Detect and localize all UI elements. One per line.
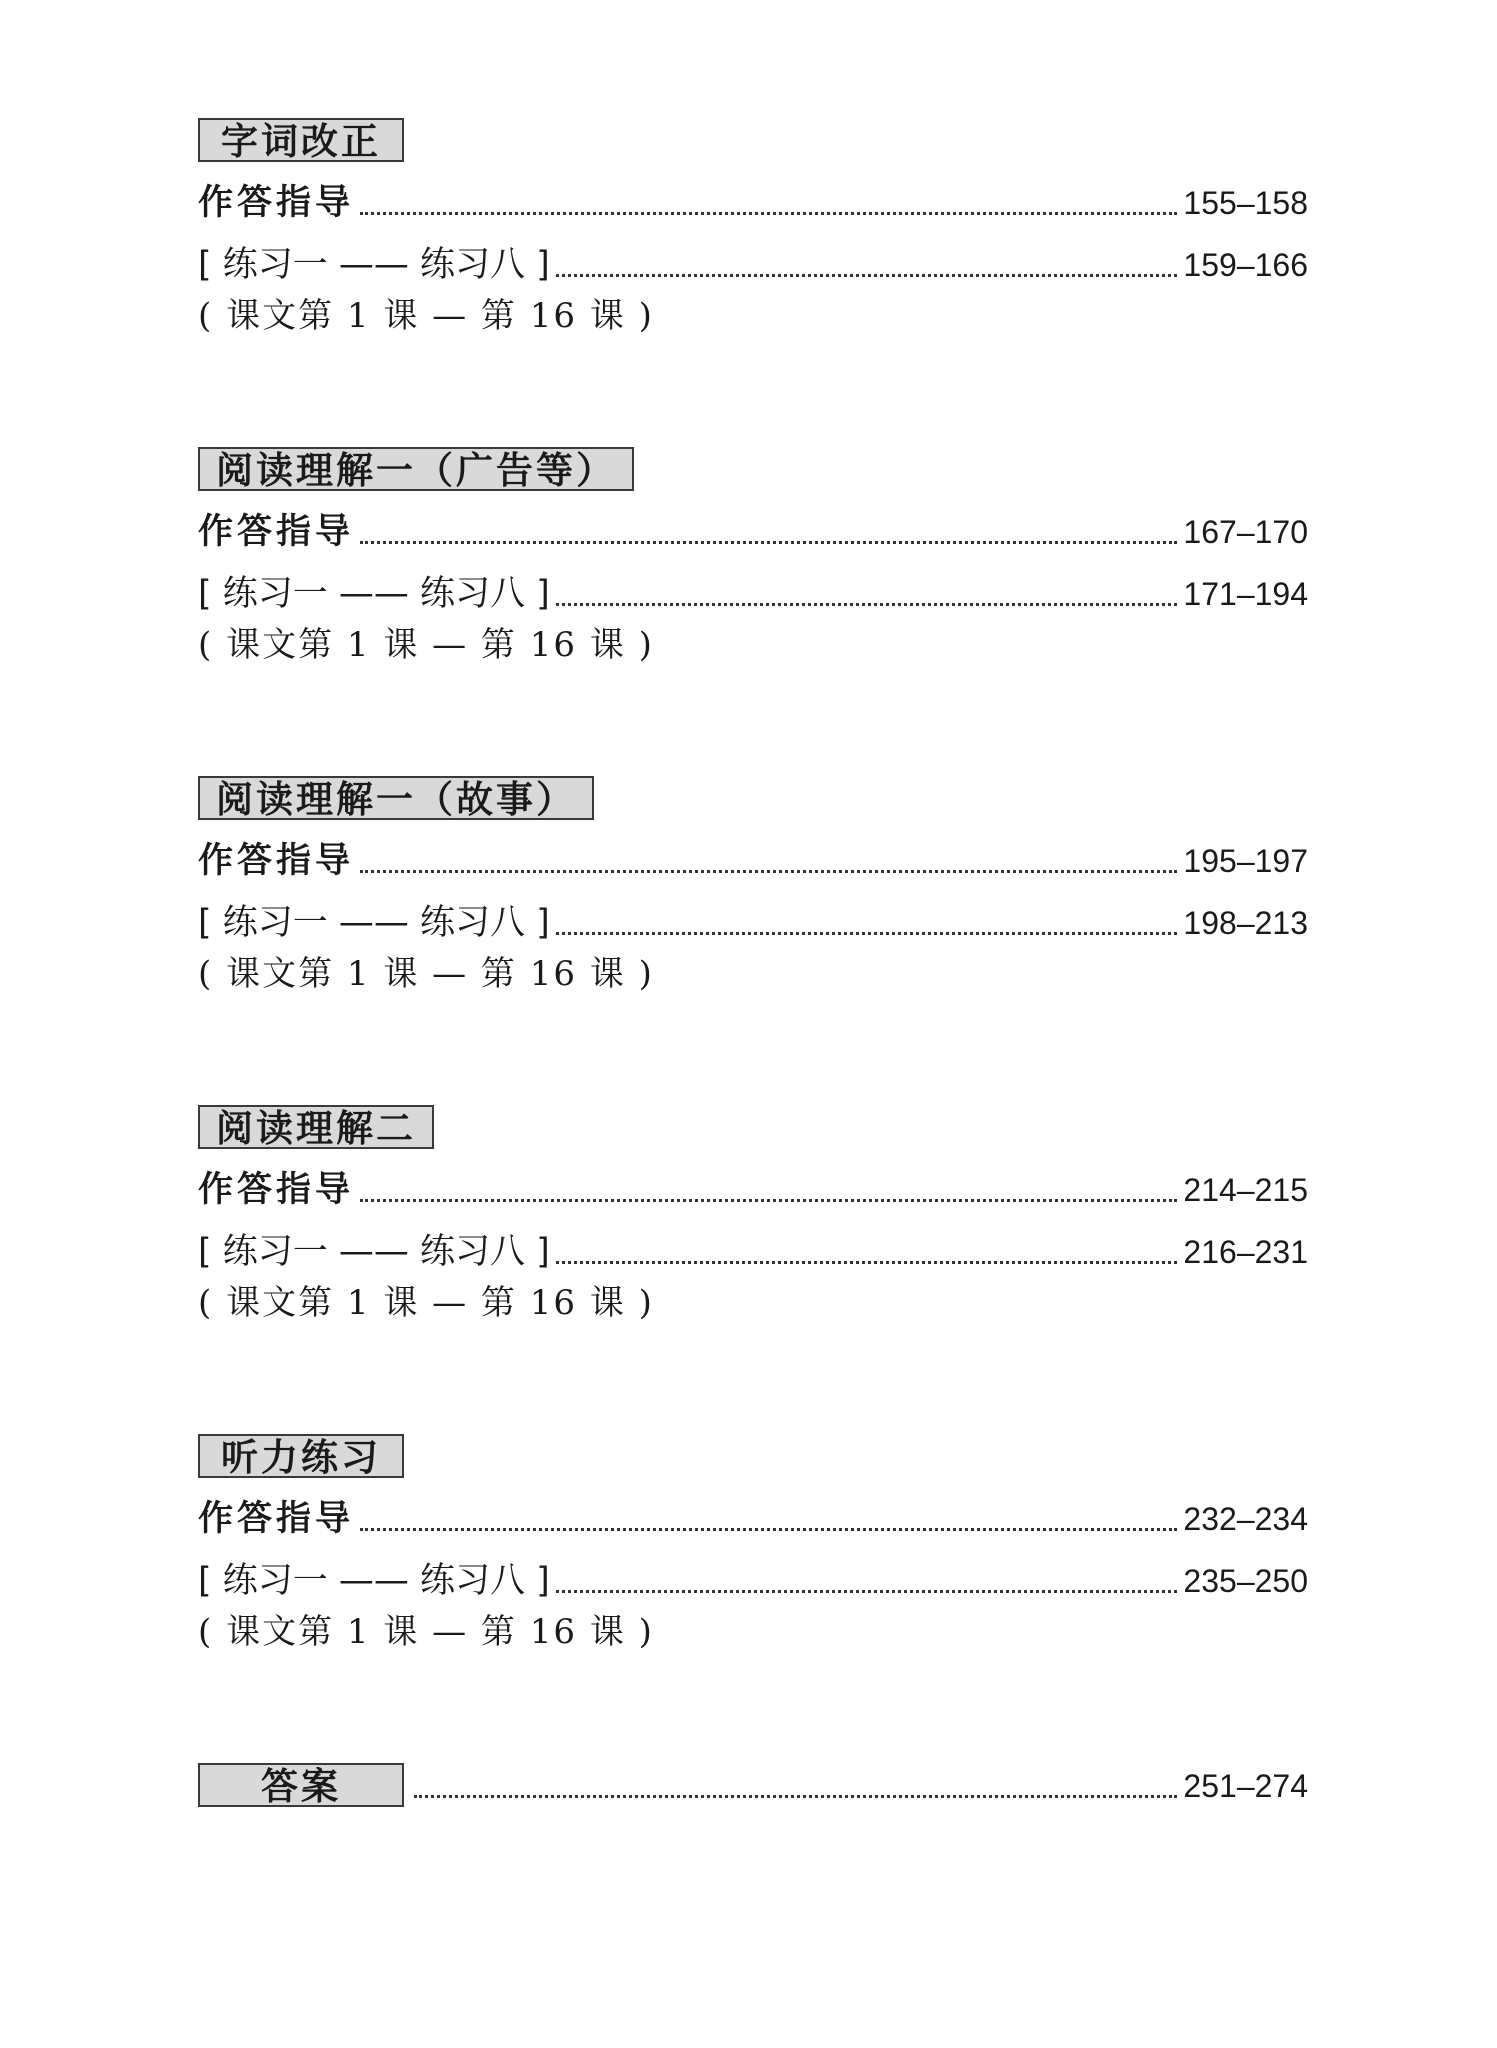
page-range: 167–170	[1183, 514, 1308, 550]
entry-label: 作答指导	[198, 512, 355, 552]
toc-entry-answers[interactable]	[198, 1763, 1308, 1807]
dot-leader	[360, 211, 1177, 215]
page-range: 198–213	[1183, 905, 1308, 941]
page-range: 235–250	[1183, 1563, 1308, 1599]
page-range: 232–234	[1183, 1501, 1308, 1537]
page-range: 216–231	[1183, 1234, 1308, 1270]
entry-label: 作答指导	[198, 183, 355, 223]
page-range: 159–166	[1183, 247, 1308, 283]
toc-entry-exercises[interactable]	[198, 224, 1308, 286]
toc-entry-guidance[interactable]	[198, 491, 1308, 553]
entry-label: [ 练习一 —— 练习八 ]	[198, 245, 550, 285]
entry-label: 作答指导	[198, 841, 355, 881]
dot-leader	[360, 869, 1177, 873]
dot-leader	[360, 1198, 1177, 1202]
entry-label: 作答指导	[198, 1499, 355, 1539]
toc-entry-guidance[interactable]	[198, 1149, 1308, 1211]
toc-entry-guidance[interactable]	[198, 820, 1308, 882]
section-heading: 字词改正	[198, 118, 404, 162]
toc-entry-exercises[interactable]	[198, 1540, 1308, 1602]
lesson-range-note: ( 课文第 1 课 — 第 16 课 )	[198, 954, 654, 994]
toc-section-reading-two	[198, 1105, 1308, 1434]
page-range: 214–215	[1183, 1172, 1308, 1208]
toc-entry-exercises[interactable]	[198, 553, 1308, 615]
dot-leader	[556, 273, 1178, 277]
page-range: 251–274	[1183, 1768, 1308, 1804]
dot-leader	[556, 1589, 1178, 1593]
section-heading: 阅读理解一（广告等）	[198, 447, 634, 491]
toc-entry-guidance[interactable]	[198, 1478, 1308, 1540]
toc-section-listening	[198, 1434, 1308, 1763]
toc-entry-exercises[interactable]	[198, 1211, 1308, 1273]
dot-leader	[414, 1794, 1177, 1798]
page-range: 155–158	[1183, 185, 1308, 221]
section-heading: 答案	[198, 1763, 404, 1807]
dot-leader	[360, 540, 1177, 544]
toc-entry-exercises[interactable]	[198, 882, 1308, 944]
toc-section-reading-stories	[198, 776, 1308, 1105]
dot-leader	[556, 931, 1178, 935]
lesson-range-note: ( 课文第 1 课 — 第 16 课 )	[198, 1612, 654, 1652]
lesson-range-note: ( 课文第 1 课 — 第 16 课 )	[198, 625, 654, 665]
page-range: 171–194	[1183, 576, 1308, 612]
lesson-range-note: ( 课文第 1 课 — 第 16 课 )	[198, 296, 654, 336]
lesson-range-note: ( 课文第 1 课 — 第 16 课 )	[198, 1283, 654, 1323]
entry-label: 作答指导	[198, 1170, 355, 1210]
section-heading: 阅读理解二	[198, 1105, 434, 1149]
dot-leader	[360, 1527, 1177, 1531]
dot-leader	[556, 602, 1178, 606]
entry-label: [ 练习一 —— 练习八 ]	[198, 1232, 550, 1272]
section-heading: 听力练习	[198, 1434, 404, 1478]
entry-label: [ 练习一 —— 练习八 ]	[198, 903, 550, 943]
toc-section-reading-ads	[198, 447, 1308, 776]
entry-label: [ 练习一 —— 练习八 ]	[198, 574, 550, 614]
table-of-contents	[198, 118, 1308, 1807]
toc-entry-guidance[interactable]	[198, 162, 1308, 224]
section-heading: 阅读理解一（故事）	[198, 776, 594, 820]
toc-section-word-correction	[198, 118, 1308, 447]
dot-leader	[556, 1260, 1178, 1264]
entry-label: [ 练习一 —— 练习八 ]	[198, 1561, 550, 1601]
page-range: 195–197	[1183, 843, 1308, 879]
